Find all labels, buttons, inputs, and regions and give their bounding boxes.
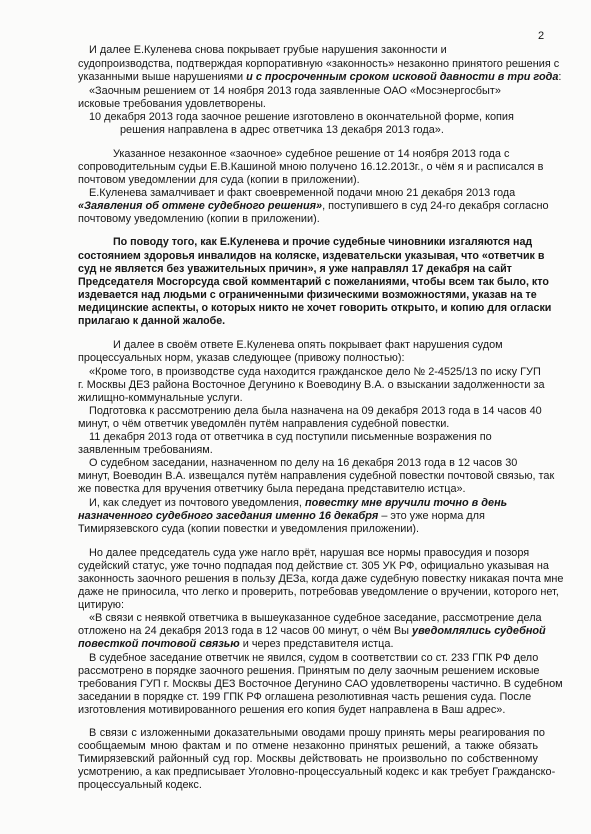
text-line: состоянием здоровья инвалидов на коляске, издевательски указывая, что «ответчик в	[78, 250, 545, 262]
text-segment: – это уже норма для	[378, 510, 485, 522]
text-line: суд не является без уважительных причин», я уже направлял 17 декабря на сайт	[78, 263, 512, 275]
text-line: рассмотрено в порядке заочного решения. Принятым по делу заочным решением исковые	[78, 665, 540, 677]
emphasis-text: уведомлялись судебной	[412, 625, 546, 637]
text-line: И далее Е.Куленева снова покрывает грубые нарушения законности и	[89, 44, 447, 56]
text-line: И далее в своём ответе Е.Куленева опять покрывает факт нарушения судом	[113, 339, 503, 351]
emphasis-text: повесткой почтовой связью	[78, 638, 240, 650]
text-line: По поводу того, как Е.Куленева и прочие судебные чиновники изгаляются над	[113, 236, 533, 248]
text-segment: и через представителя истца.	[239, 638, 394, 650]
emphasis-text: повестку мне вручили точно в день	[304, 497, 508, 509]
text-line: прилагаю к данной жалобе.	[78, 315, 226, 327]
text-line: процессуальный кодекс.	[78, 779, 202, 791]
text-line: почтовому уведомлению (копии в приложении).	[78, 213, 320, 225]
text-line: сопроводительным судьи Е.В.Кашиной мною получено 16.12.2013г., о чём я и расписался в	[78, 161, 544, 173]
text-line: требования ГУП г. Москвы ДЕЗ Восточное Дегунино САО удовлетворены частично. В судебном	[78, 678, 563, 690]
text-line: 11 декабря 2013 года от ответчика в суд поступили письменные возражения по	[89, 431, 492, 443]
text-line: г. Москвы ДЕЗ района Восточное Дегунино к Воеводину В.А. о взыскании задолженности за	[78, 379, 545, 391]
text-line: 10 декабря 2013 года заочное решение изготовлено в окончательной форме, копия	[89, 111, 514, 123]
text-segment: :	[558, 71, 562, 83]
emphasis-text: и с просроченным сроком исковой давности в три года	[246, 71, 559, 83]
text-segment: отложено на 24 декабря 2013 года в 12 часов 00 минут, о чём Вы	[78, 625, 413, 637]
text-line: изготовления мотивированного решения его копия будет направлена в Ваш адрес».	[78, 704, 506, 716]
text-line: цитирую:	[78, 599, 124, 611]
text-line: судейский статус, уже точно подпадая под действие ст. 305 УК РФ, официально указывая на	[78, 560, 549, 572]
text-line: заседании в порядке ст. 199 ГПК РФ оглашена резолютивная часть решения суда. После	[78, 691, 532, 703]
text-line: процессуальных норм, указав следующее (привожу полностью):	[78, 352, 405, 364]
text-line: заявленным требованиям.	[78, 444, 213, 456]
text-line	[78, 71, 561, 84]
text-segment: И, как следует из почтового уведомления,	[89, 497, 305, 509]
text-line: минут, Воеводин В.А. извещался путём направления судебной повестки почтовой связью, так	[78, 470, 555, 482]
text-segment: , поступившего в суд 24-го декабря согласно	[322, 200, 549, 212]
text-line: даже не приносила, что легко и проверить, потребовав уведомление о вручении, которого нет,	[78, 586, 559, 598]
text-line: почтовом уведомлении для суда (копии в приложении).	[78, 174, 360, 186]
emphasis-text: «Заявления об отмене судебного решения»	[78, 200, 323, 212]
text-line: минут, о чём ответчик уведомлён путём направления судебной повестки.	[78, 418, 450, 430]
text-line: Е.Куленева замалчивает и факт своевременной подачи мною 21 декабря 2013 года	[89, 187, 516, 199]
text-line: издевается над людьми с ограниченными физическими возможностями, указав на те	[78, 289, 537, 301]
text-line: же повестка для вручения ответчику была передана представителю истца».	[78, 483, 466, 495]
text-line: усмотрению, а как предписывает Уголовно-процессуальный кодекс и как требует Гражданско-	[78, 766, 556, 778]
text-line: судопроизводства, подтверждая корпоративную «законность» незаконно принятого решения с	[78, 58, 560, 70]
text-line: сообщаемым мною фактам и по отмене незаконно принятых решений, а также обязать	[78, 740, 538, 752]
text-line: «В связи с неявкой ответчика в вышеуказанное судебное заседание, рассмотрение дела	[89, 612, 542, 624]
text-line: Тимирязевский районный суд гор. Москвы действовать не произвольно по собственному	[78, 753, 538, 765]
text-line: Председателя Мосгорсуда свой комментарий с пожеланиями, чтобы всем так было, кто	[78, 276, 549, 288]
text-line: исковые требования удовлетворены.	[78, 98, 266, 110]
text-line	[89, 497, 507, 510]
text-line: Но далее председатель суда уже нагло врёт, нарушая все нормы правосудия и позоря	[89, 547, 530, 559]
text-line: жилищно-коммунальные услуги.	[78, 392, 243, 404]
text-line: В связи с изложенными доказательными оводами прошу принять меры реагирования по	[89, 727, 545, 739]
text-line: Подготовка к рассмотрению дела была назначена на 09 декабря 2013 года в 14 часов 40	[89, 405, 542, 417]
text-line: В судебное заседание ответчик не явился, судом в соответствии со ст. 233 ГПК РФ дело	[89, 652, 539, 664]
text-line	[78, 200, 549, 213]
text-line: решения направлена в адрес ответчика 13 декабря 2013 года».	[120, 124, 444, 136]
text-line	[78, 625, 546, 638]
text-line: медицинские аспекты, о которых никто не хочет говорить открыто, и копию для огласки	[78, 302, 552, 314]
page-number: 2	[538, 30, 545, 42]
text-line: Указанное незаконное «заочное» судебное решение от 14 ноября 2013 года с	[113, 148, 510, 160]
emphasis-text: назначенного судебного заседания именно 16 декабря	[78, 510, 379, 522]
text-line: «Кроме того, в производстве суда находится гражданское дело № 2-4525/13 по иску ГУП	[89, 366, 541, 378]
text-line: О судебном заседании, назначенном по делу на 16 декабря 2013 года в 12 часов 30	[89, 457, 518, 469]
text-line	[78, 510, 485, 523]
text-line: Тимирязевского суда (копии повестки и уведомления приложении).	[78, 523, 420, 535]
text-segment: указанными выше нарушениями	[78, 71, 247, 83]
text-line: законность заочного решения в пользу ДЕЗа, когда даже судебную повестку никакая почта мне	[78, 573, 564, 585]
text-line: «Заочным решением от 14 ноября 2013 года заявленные ОАО «Мосэнергосбыт»	[89, 85, 501, 97]
text-line	[78, 638, 394, 651]
